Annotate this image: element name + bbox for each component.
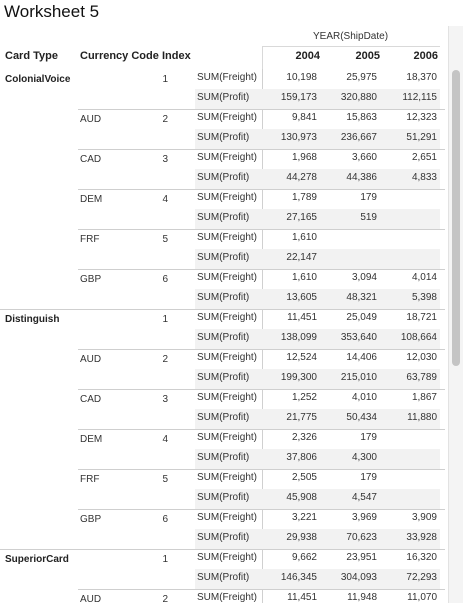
cell-value: 11,880 — [407, 412, 437, 423]
cell-value: 14,406 — [346, 352, 377, 363]
index-value: 3 — [162, 154, 168, 165]
index-value: 5 — [162, 474, 168, 485]
measure-name: SUM(Freight) — [197, 472, 258, 483]
cell-value: 199,300 — [280, 372, 317, 383]
table-row[interactable] — [0, 389, 445, 409]
cell-value: 37,806 — [286, 452, 317, 463]
table-row[interactable] — [0, 209, 445, 229]
cell-value: 138,099 — [280, 332, 317, 343]
cell-value: 4,014 — [411, 272, 437, 283]
card-type-group — [0, 549, 445, 603]
index-value: 1 — [162, 554, 168, 565]
measure-name: SUM(Freight) — [197, 72, 258, 83]
table-row[interactable] — [0, 69, 445, 89]
column-field-label[interactable]: YEAR(ShipDate) — [313, 31, 389, 42]
cell-value: 11,948 — [347, 592, 377, 603]
cell-value: 146,345 — [280, 572, 317, 583]
cell-value: 25,049 — [346, 312, 377, 323]
table-row[interactable] — [0, 429, 445, 449]
table-row[interactable] — [0, 589, 445, 603]
cell-value: 25,975 — [346, 72, 377, 83]
cell-value: 130,973 — [280, 132, 317, 143]
measure-name: SUM(Profit) — [197, 252, 250, 263]
currency-code: AUD — [80, 354, 102, 365]
cell-value: 23,951 — [346, 552, 377, 563]
header-card-type[interactable]: Card Type — [5, 50, 58, 62]
cell-value: 9,841 — [291, 112, 317, 123]
cell-value: 10,198 — [286, 72, 317, 83]
measure-name: SUM(Profit) — [197, 332, 250, 343]
measure-name: SUM(Freight) — [197, 392, 258, 403]
table-row[interactable] — [0, 329, 445, 349]
cell-value: 51,291 — [406, 132, 437, 143]
cell-value: 3,221 — [291, 512, 317, 523]
cell-value: 15,863 — [346, 112, 377, 123]
table-row[interactable] — [0, 489, 445, 509]
worksheet-title: Worksheet 5 — [4, 2, 100, 21]
cell-value: 11,070 — [407, 592, 437, 603]
measure-name: SUM(Profit) — [197, 372, 250, 383]
cell-value: 12,323 — [406, 112, 437, 123]
cell-value: 159,173 — [280, 92, 317, 103]
table-row[interactable] — [0, 349, 445, 369]
measure-name: SUM(Freight) — [197, 232, 258, 243]
measure-name: SUM(Freight) — [197, 192, 258, 203]
table-row[interactable] — [0, 469, 445, 489]
measure-name: SUM(Profit) — [197, 492, 250, 503]
header-index[interactable]: Index — [162, 50, 191, 62]
measure-name: SUM(Profit) — [197, 292, 250, 303]
cell-value: 72,293 — [406, 572, 437, 583]
measure-name: SUM(Freight) — [197, 112, 258, 123]
cell-value: 179 — [360, 472, 377, 483]
index-value: 2 — [162, 594, 168, 603]
table-row[interactable] — [0, 569, 445, 589]
cell-value: 112,115 — [402, 92, 437, 103]
currency-code: DEM — [80, 194, 103, 205]
cell-value: 3,094 — [351, 272, 377, 283]
table-row[interactable] — [0, 269, 445, 289]
currency-code: AUD — [80, 594, 102, 603]
cell-value: 9,662 — [291, 552, 317, 563]
measure-name: SUM(Freight) — [197, 312, 258, 323]
table-row[interactable] — [0, 369, 445, 389]
measure-name: SUM(Freight) — [197, 552, 258, 563]
cell-value: 12,524 — [286, 352, 317, 363]
cell-value: 48,321 — [346, 292, 377, 303]
index-value: 3 — [162, 394, 168, 405]
cell-value: 63,789 — [406, 372, 437, 383]
cell-value: 11,451 — [287, 592, 317, 603]
crosstab-body[interactable] — [0, 69, 445, 603]
cell-value: 27,165 — [286, 212, 317, 223]
cell-value: 13,605 — [286, 292, 317, 303]
header-year-2004[interactable]: 2004 — [295, 50, 320, 62]
card-type-label: ColonialVoice — [5, 74, 71, 85]
table-row[interactable] — [0, 89, 445, 109]
index-value: 5 — [162, 234, 168, 245]
currency-code: CAD — [80, 154, 102, 165]
measure-name: SUM(Profit) — [197, 572, 250, 583]
cell-value: 1,610 — [291, 232, 317, 243]
index-value: 2 — [162, 114, 168, 125]
cell-value: 33,928 — [406, 532, 437, 543]
cell-value: 1,252 — [291, 392, 317, 403]
measure-name: SUM(Profit) — [197, 412, 250, 423]
measure-name: SUM(Profit) — [197, 452, 250, 463]
cell-value: 1,610 — [291, 272, 317, 283]
index-value: 4 — [162, 434, 168, 445]
currency-code: GBP — [80, 514, 102, 525]
cell-value: 179 — [360, 432, 377, 443]
currency-code: CAD — [80, 394, 102, 405]
cell-value: 21,775 — [286, 412, 317, 423]
index-value: 1 — [162, 74, 168, 85]
table-row[interactable] — [0, 149, 445, 169]
currency-code: DEM — [80, 434, 103, 445]
cell-value: 215,010 — [340, 372, 377, 383]
cell-value: 1,867 — [411, 392, 437, 403]
measure-name: SUM(Freight) — [197, 272, 258, 283]
cell-value: 179 — [360, 192, 377, 203]
index-value: 6 — [162, 514, 168, 525]
table-row[interactable] — [0, 249, 445, 269]
table-row[interactable] — [0, 229, 445, 249]
measure-name: SUM(Profit) — [197, 172, 250, 183]
cell-value: 1,968 — [291, 152, 317, 163]
cell-value: 353,640 — [340, 332, 377, 343]
cell-value: 1,789 — [291, 192, 317, 203]
scrollbar-thumb[interactable] — [452, 70, 460, 366]
cell-value: 3,660 — [351, 152, 377, 163]
header-year-2005[interactable]: 2005 — [355, 50, 380, 62]
cell-value: 4,833 — [411, 172, 437, 183]
header-year-2006[interactable]: 2006 — [413, 50, 438, 62]
measure-name: SUM(Freight) — [197, 432, 258, 443]
cell-value: 4,010 — [351, 392, 377, 403]
cell-value: 11,451 — [287, 312, 317, 323]
cell-value: 44,386 — [346, 172, 377, 183]
currency-code: FRF — [80, 474, 100, 485]
table-row[interactable] — [0, 129, 445, 149]
measure-name: SUM(Profit) — [197, 212, 250, 223]
table-row[interactable] — [0, 449, 445, 469]
cell-value: 3,909 — [411, 512, 437, 523]
table-row[interactable] — [0, 109, 445, 129]
cell-value: 50,434 — [346, 412, 377, 423]
cell-value: 2,505 — [291, 472, 317, 483]
table-row[interactable] — [0, 409, 445, 429]
table-row[interactable] — [0, 289, 445, 309]
index-value: 1 — [162, 314, 168, 325]
cell-value: 22,147 — [286, 252, 317, 263]
header-currency-code[interactable]: Currency Code — [80, 50, 159, 62]
cell-value: 70,623 — [346, 532, 377, 543]
table-row[interactable] — [0, 189, 445, 209]
card-type-label: Distinguish — [5, 314, 60, 325]
measure-name: SUM(Freight) — [197, 512, 258, 523]
measure-name: SUM(Freight) — [197, 352, 258, 363]
cell-value: 29,938 — [286, 532, 317, 543]
measure-name: SUM(Profit) — [197, 92, 250, 103]
cell-value: 18,721 — [406, 312, 437, 323]
cell-value: 5,398 — [411, 292, 437, 303]
table-row[interactable] — [0, 309, 445, 329]
card-type-group — [0, 309, 445, 549]
cell-value: 45,908 — [286, 492, 317, 503]
header-divider — [262, 46, 440, 47]
index-value: 6 — [162, 274, 168, 285]
measure-name: SUM(Freight) — [197, 152, 258, 163]
table-row[interactable] — [0, 509, 445, 529]
cell-value: 44,278 — [286, 172, 317, 183]
cell-value: 4,300 — [351, 452, 377, 463]
cell-value: 2,326 — [291, 432, 317, 443]
cell-value: 519 — [360, 212, 377, 223]
table-row[interactable] — [0, 529, 445, 549]
index-value: 4 — [162, 194, 168, 205]
cell-value: 18,370 — [406, 72, 437, 83]
measure-name: SUM(Profit) — [197, 532, 250, 543]
measure-name: SUM(Profit) — [197, 132, 250, 143]
cell-value: 3,969 — [351, 512, 377, 523]
cell-value: 4,547 — [351, 492, 377, 503]
measure-name: SUM(Freight) — [197, 592, 258, 603]
currency-code: AUD — [80, 114, 102, 125]
table-row[interactable] — [0, 169, 445, 189]
table-row[interactable] — [0, 549, 445, 569]
cell-value: 108,664 — [400, 332, 437, 343]
cell-value: 12,030 — [406, 352, 437, 363]
currency-code: GBP — [80, 274, 102, 285]
card-type-label: SuperiorCard — [5, 554, 69, 565]
index-value: 2 — [162, 354, 168, 365]
cell-value: 236,667 — [340, 132, 377, 143]
cell-value: 16,320 — [406, 552, 437, 563]
currency-code: FRF — [80, 234, 100, 245]
cell-value: 2,651 — [411, 152, 437, 163]
card-type-group — [0, 69, 445, 309]
cell-value: 304,093 — [340, 572, 377, 583]
cell-value: 320,880 — [340, 92, 377, 103]
